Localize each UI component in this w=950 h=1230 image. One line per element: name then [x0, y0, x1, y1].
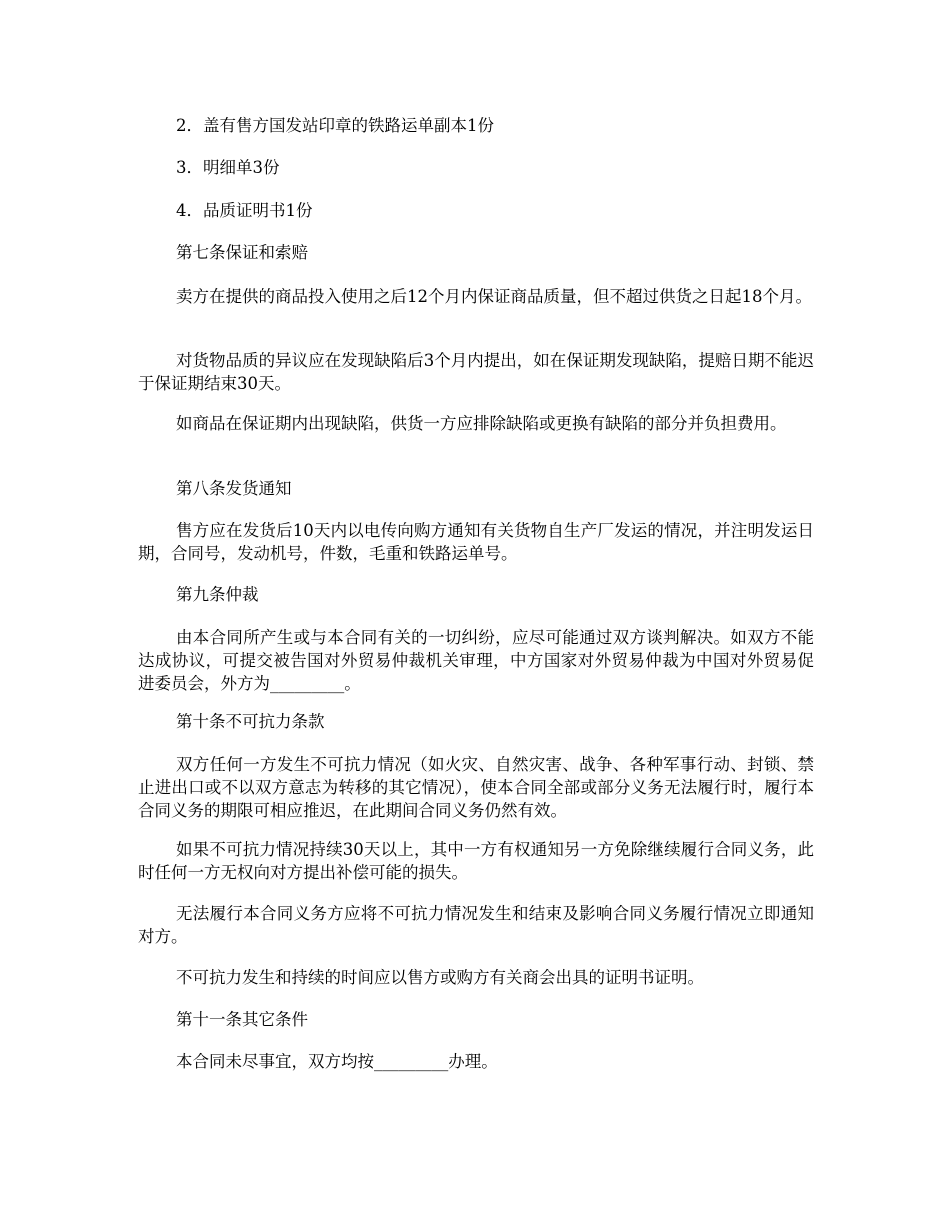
article-7-paragraph-2: 对货物品质的异议应在发现缺陷后3个月内提出，如在保证期发现缺陷，提赔日期不能迟于保证期结束30天。	[138, 351, 814, 393]
document-item-2: 2．盖有售方国发站印章的铁路运单副本1份	[176, 116, 494, 135]
article-10-paragraph-2: 如果不可抗力情况持续30天以上，其中一方有权通知另一方免除继续履行合同义务，此时任何一方无权向对方提出补偿可能的损失。	[138, 840, 814, 882]
article-8-paragraph: 售方应在发货后10天内以电传向购方通知有关货物自生产厂发运的情况，并注明发运日期，合同号，发动机号，件数，毛重和铁路运单号。	[138, 521, 814, 563]
article-10-paragraph-4: 不可抗力发生和持续的时间应以售方或购方有关商会出具的证明书证明。	[176, 968, 704, 987]
article-8-heading: 第八条发货通知	[176, 479, 292, 498]
article-7-paragraph-1: 卖方在提供的商品投入使用之后12个月内保证商品质量，但不超过供货之日起18个月。	[176, 287, 812, 306]
article-11-paragraph: 本合同未尽事宜，双方均按_________办理。	[176, 1052, 498, 1071]
article-11-heading: 第十一条其它条件	[176, 1010, 308, 1029]
document-item-3: 3．明细单3份	[176, 158, 280, 177]
article-7-paragraph-3: 如商品在保证期内出现缺陷，供货一方应排除缺陷或更换有缺陷的部分并负担费用。	[176, 414, 787, 433]
article-10-paragraph-3: 无法履行本合同义务方应将不可抗力情况发生和结束及影响合同义务履行情况立即通知对方。	[138, 904, 814, 946]
article-7-heading: 第七条保证和索赔	[176, 243, 308, 262]
document-item-4: 4．品质证明书1份	[176, 201, 313, 220]
article-9-paragraph: 由本合同所产生或与本合同有关的一切纠纷，应尽可能通过双方谈判解决。如双方不能达成协议，可提交被告国对外贸易仲裁机关审理，中方国家对外贸易仲裁为中国对外贸易促进委员会，外方为_________。	[138, 628, 814, 693]
article-10-paragraph-1: 双方任何一方发生不可抗力情况（如火灾、自然灾害、战争、各种军事行动、封锁、禁止进出口或不以双方意志为转移的其它情况），使本合同全部或部分义务无法履行时，履行本合同义务的期限可相应推迟，在此期间合同义务仍然有效。	[138, 755, 814, 820]
article-10-heading: 第十条不可抗力条款	[176, 712, 325, 731]
article-9-heading: 第九条仲裁	[176, 585, 259, 604]
